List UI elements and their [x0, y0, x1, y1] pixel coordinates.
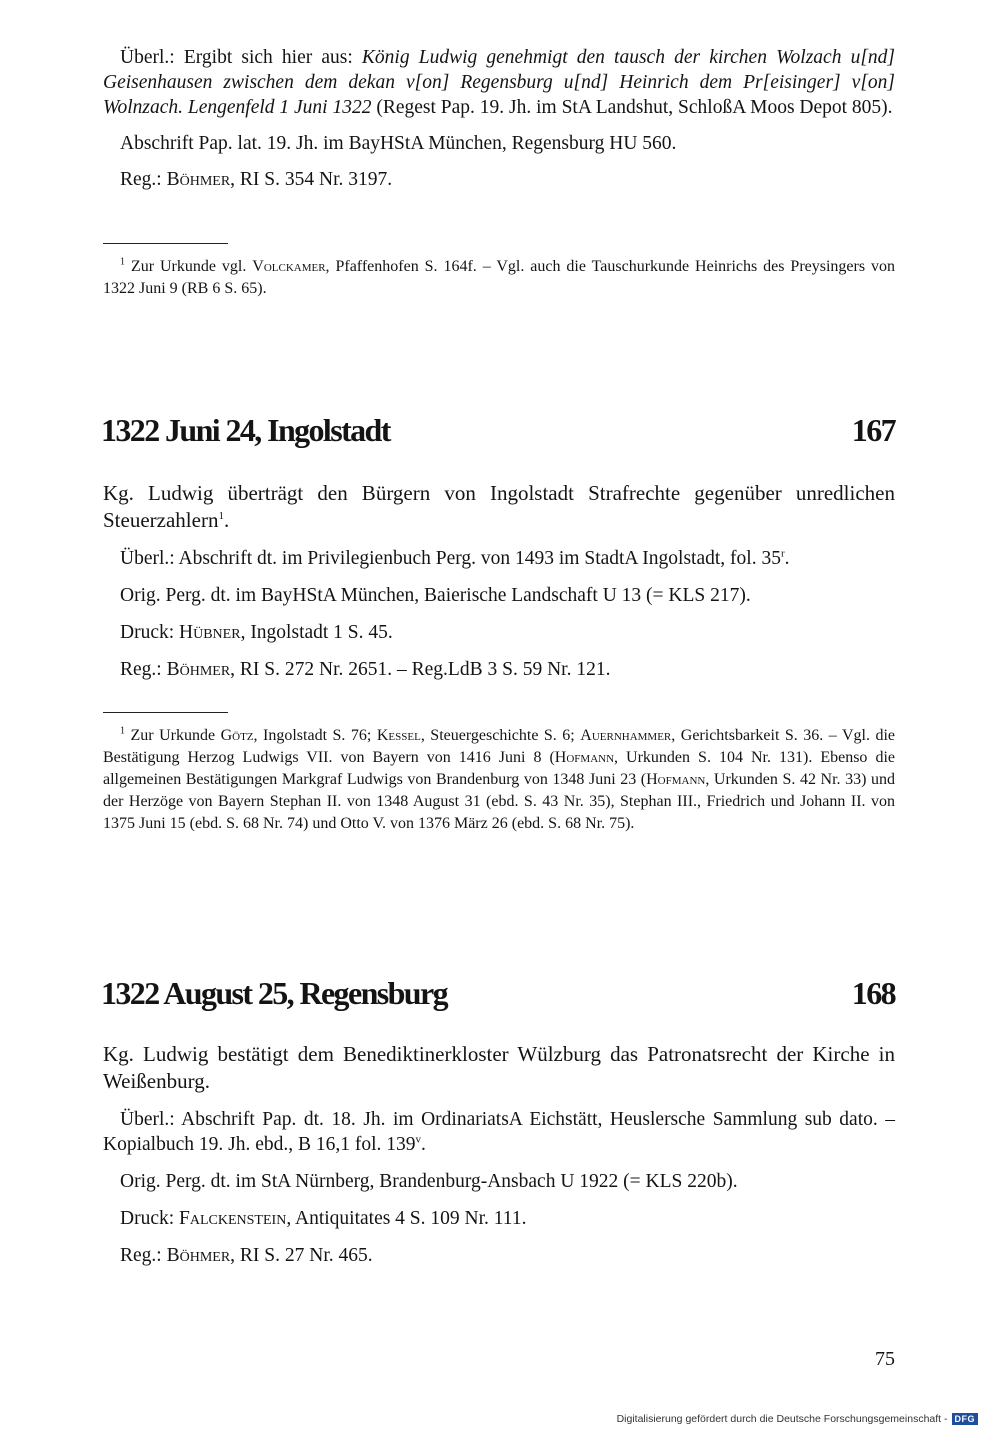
doc168-ueberl: Überl.: Abschrift Pap. dt. 18. Jh. im OrdinariatsA Eichstätt, Heuslersche Sammlung sub dato. – Kopialbuch 19. Jh. ebd., B 16,1 fol. 139$^v$. [103, 1109, 895, 1155]
document-date-place: 1322 August 25, Regensburg [101, 975, 448, 1011]
prev-reg: Reg.: Böhmer, RI S. 354 Nr. 3197. [120, 169, 393, 190]
document-number: 168 [851, 975, 895, 1011]
document-summary: Kg. Ludwig bestätigt dem Benediktinerkloster Wülzburg das Patronatsrecht der Kirche in Weißenburg. [103, 1042, 895, 1093]
document-168 [103, 1041, 895, 1268]
document-heading-168 [101, 975, 895, 1019]
page-number: 75 [875, 1348, 895, 1370]
prev-ueberl: Überl.: Ergibt sich hier aus: König Ludwig genehmigt den tausch der kirchen Wolzach u[nd] Geisenhausen zwischen dem dekan v[on] Regensburg u[nd] Heinrich dem Pr[eisinger] v[on] Wolnzach. Lengenfeld 1 Juni 1322 (Regest Pap. 19. Jh. im StA Landshut, SchloßA Moos Depot 805). [103, 47, 896, 118]
doc167-ueberl: Überl.: Abschrift dt. im Privilegienbuch Perg. von 1493 im StadtA Ingolstadt, fol. 35$^r$. [120, 547, 790, 569]
digitization-credit: Digitalisierung gefördert durch die Deutsche Forschungsgemeinschaft - DFG [617, 1413, 978, 1425]
doc168-reg: Reg.: Böhmer, RI S. 27 Nr. 465. [120, 1245, 373, 1266]
doc167-reg: Reg.: Böhmer, RI S. 272 Nr. 2651. – Reg.LdB 3 S. 59 Nr. 121. [120, 659, 611, 680]
prev-abschrift: Abschrift Pap. lat. 19. Jh. im BayHStA München, Regensburg HU 560. [120, 133, 677, 154]
prev-footnote: $^1$ Zur Urkunde vgl. Volckamer, Pfaffenhofen S. 164f. – Vgl. auch die Tauschurkunde Heinrichs des Preysingers von 1322 Juni 9 (RB 6 S. 65). [103, 256, 896, 297]
footnote-rule [103, 712, 228, 713]
document-167 [103, 480, 895, 682]
dfg-logo-icon: DFG [952, 1413, 979, 1425]
doc168-orig: Orig. Perg. dt. im StA Nürnberg, Brandenburg-Ansbach U 1922 (= KLS 220b). [120, 1171, 738, 1192]
doc167-druck: Druck: Hübner, Ingolstadt 1 S. 45. [120, 622, 393, 643]
doc167-footnote: $^1$ Zur Urkunde Götz, Ingolstadt S. 76; Kessel, Steuergeschichte S. 6; Auernhammer, Gerichtsbarkeit S. 36. – Vgl. die Bestätigung Herzog Ludwigs VII. von Bayern von 1416 Juni 8 (Hofmann, Urkunden S. 104 Nr. 131). Ebenso die allgemeinen Bestätigungen Markgraf Ludwigs von Brandenburg von 1348 Juni 23 (Hofmann, Urkunden S. 42 Nr. 33) und der Herzöge von Bayern Stephan II. von 1348 August 31 (ebd. S. 43 Nr. 35), Stephan III., Friedrich und Johann II. von 1375 Juni 15 (ebd. S. 68 Nr. 74) und Otto V. von 1376 März 26 (ebd. S. 68 Nr. 75). [103, 725, 896, 832]
regest-quote: König Ludwig genehmigt den tausch der kirchen Wolzach u[nd] Geisenhausen zwischen dem dekan v[on] Regensburg u[nd] Heinrich dem Pr[eisinger] v[on] Wolnzach. Lengenfeld 1 Juni 1322 [103, 47, 896, 118]
document-number: 167 [851, 412, 895, 448]
document-date-place: 1322 Juni 24, Ingolstadt [101, 412, 390, 448]
footnote-rule [103, 243, 228, 244]
document-summary: Kg. Ludwig überträgt den Bürgern von Ingolstadt Strafrechte gegenüber unredlichen Steuerzahlern$^1$. [103, 481, 895, 532]
document-heading-167 [101, 412, 895, 456]
prev-document-continuation [103, 45, 895, 192]
doc168-druck: Druck: Falckenstein, Antiquitates 4 S. 109 Nr. 111. [120, 1208, 527, 1229]
doc167-orig: Orig. Perg. dt. im BayHStA München, Baierische Landschaft U 13 (= KLS 217). [120, 585, 751, 606]
